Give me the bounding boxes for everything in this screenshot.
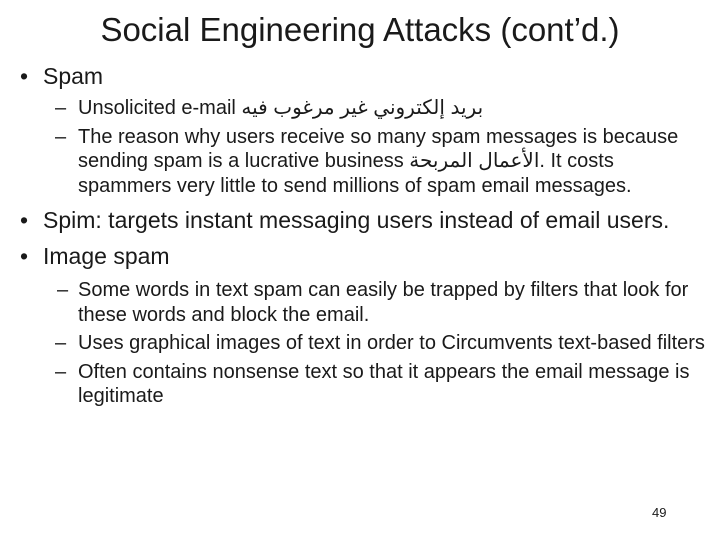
page-number: 49 — [652, 505, 667, 520]
bullet-spim-label: Spim: targets instant messaging users instead of email users. — [43, 207, 670, 233]
bullet-spim — [20, 206, 710, 234]
dash-marker: – — [55, 332, 67, 354]
sub-bullet-reason — [20, 125, 710, 199]
slide-title: Social Engineering Attacks (cont’d.) — [100, 11, 620, 48]
bullet-image-spam — [20, 242, 710, 270]
arabic-translation: الأعمال المربحة — [409, 150, 540, 172]
sub-bullet-text: Unsolicited e-mail — [78, 97, 242, 119]
sub-bullet-text: Often contains nonsense text so that it appears the email message is legitimate — [78, 360, 690, 407]
sub-bullet-text: Uses graphical images of text in order to Circumvents text-based filters — [78, 332, 705, 354]
bullet-marker: • — [20, 207, 29, 233]
sub-bullet-text: The reason why users receive so many spam messages is because sending spam is a lucrative business — [78, 125, 679, 172]
dash-marker: – — [55, 97, 67, 119]
bullet-image-spam-label: Image spam — [43, 243, 170, 269]
sub-bullet-text-after: . It costs spammers very little to send millions of spam email messages. — [78, 150, 632, 197]
arabic-translation: بريد إلكتروني غير مرغوب فيه — [241, 97, 484, 119]
bullet-spam-label: Spam — [43, 63, 104, 89]
sub-bullet-graphical — [20, 331, 710, 356]
dash-marker: – — [55, 125, 67, 148]
sub-bullet-nonsense — [20, 360, 710, 409]
sub-bullet-unsolicited — [20, 96, 710, 121]
bullet-spam — [20, 62, 710, 90]
dash-marker: – — [55, 360, 67, 383]
dash-marker: – — [57, 279, 69, 301]
sub-bullet-trapped — [20, 278, 710, 327]
sub-bullet-text: Some words in text spam can easily be trapped by filters that look for these words and block the email. — [78, 279, 689, 326]
bullet-marker: • — [20, 243, 29, 269]
slide-content — [20, 60, 710, 409]
bullet-marker: • — [20, 63, 29, 89]
